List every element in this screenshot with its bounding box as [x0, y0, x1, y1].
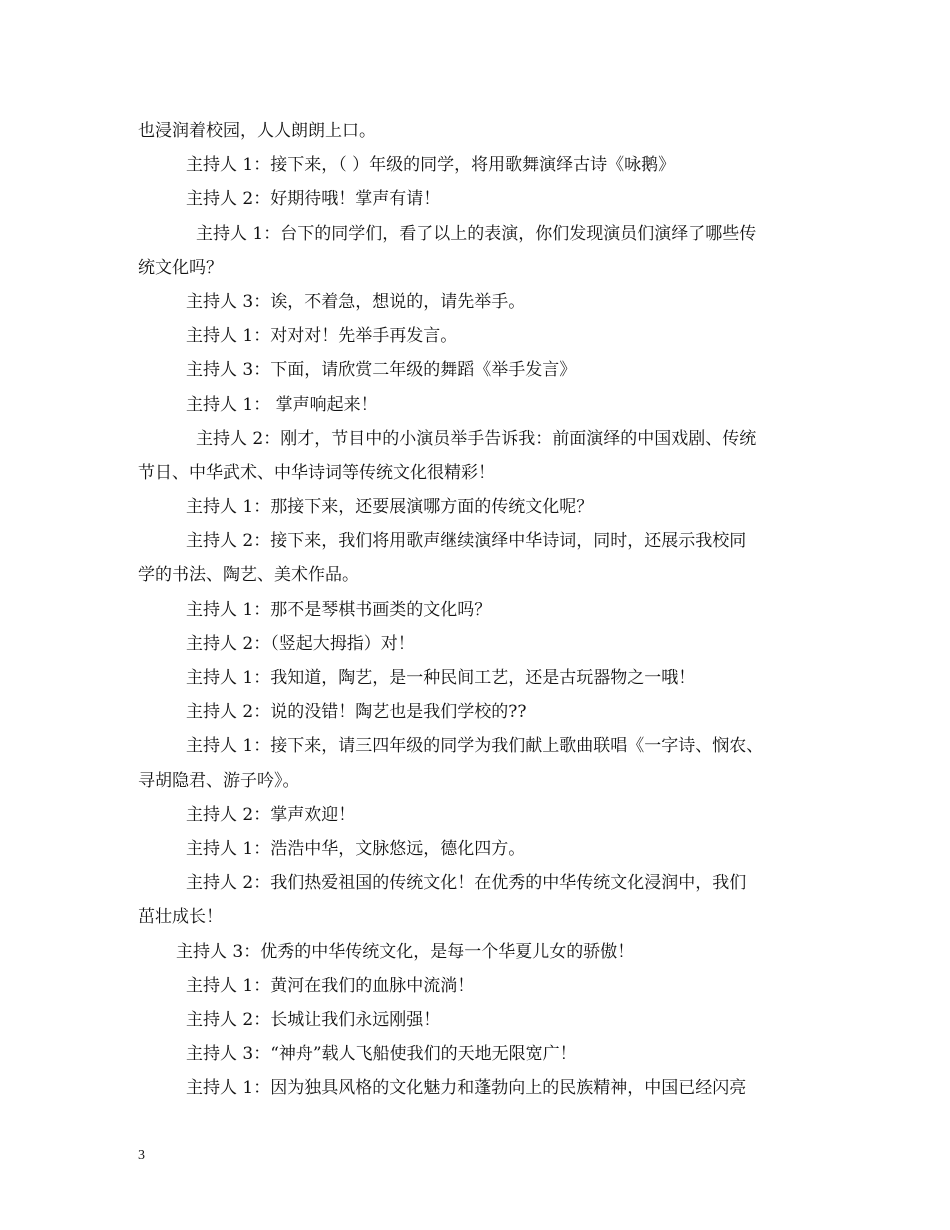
text-line: 主持人 1：因为独具风格的文化魅力和蓬勃向上的民族精神，中国已经闪亮 [186, 1078, 747, 1099]
text-line: 主持人 2：长城让我们永远刚强！ [186, 1009, 441, 1030]
text-line: 主持人 1：接下来，（ ）年级的同学，将用歌舞演绎古诗《咏鹅》 [186, 155, 676, 176]
document-body [138, 114, 818, 1105]
text-line: 主持人 3：诶，不着急，想说的，请先举手。 [186, 291, 526, 312]
text-line: 主持人 3：优秀的中华传统文化，是每一个华夏儿女的骄傲！ [176, 941, 635, 962]
text-line: 主持人 1：我知道，陶艺，是一种民间工艺，还是古玩器物之一哦！ [186, 668, 696, 688]
text-line: 统文化吗？ [138, 257, 223, 278]
text-line: 主持人 3：下面，请欣赏二年级的舞蹈《举手发言》 [186, 360, 577, 381]
text-line: 主持人 1：那接下来，还要展演哪方面的传统文化呢？ [186, 497, 594, 518]
text-line: 也浸润着校园，人人朗朗上口。 [138, 121, 376, 141]
text-line: 主持人 1：那不是琴棋书画类的文化吗？ [186, 599, 492, 620]
text-line: 主持人 2：说的没错！陶艺也是我们学校的?? [186, 702, 527, 723]
text-line: 主持人 1：对对对！先举手再发言。 [186, 326, 458, 347]
text-line: 主持人 2：（竖起大拇指）对！ [186, 633, 415, 654]
text-line: 寻胡隐君、游子吟》。 [138, 770, 300, 791]
text-line: 主持人 1：浩浩中华，文脉悠远，德化四方。 [186, 838, 526, 859]
text-line: 主持人 1：接下来，请三四年级的同学为我们献上歌曲联唱《一字诗、悯农、 [186, 736, 764, 757]
text-line: 主持人 1：黄河在我们的血脉中流淌！ [186, 975, 475, 996]
text-line: 节日、中华武术、中华诗词等传统文化很精彩！ [138, 462, 495, 483]
text-line: 主持人 2：好期待哦！掌声有请！ [186, 189, 441, 210]
page-number: 3 [138, 1148, 145, 1163]
text-line: 主持人 1：台下的同学们，看了以上的表演，你们发现演员们演绎了哪些传 [196, 223, 757, 244]
text-line: 主持人 2：掌声欢迎！ [186, 804, 356, 825]
text-line: 主持人 2：刚才，节目中的小演员举手告诉我：前面演绎的中国戏剧、传统 [196, 428, 757, 449]
text-line: 主持人 1： 掌声响起来！ [186, 394, 378, 415]
text-line: 主持人 2：我们热爱祖国的传统文化！在优秀的中华传统文化浸润中，我们 [186, 873, 747, 894]
text-line: 主持人 3：“神舟”载人飞船使我们的天地无限宽广！ [186, 1044, 577, 1065]
text-line: 主持人 2：接下来，我们将用歌声继续演绎中华诗词，同时，还展示我校同 [186, 531, 747, 552]
text-line: 学的书法、陶艺、美术作品。 [138, 565, 359, 586]
text-line: 茁壮成长！ [138, 907, 223, 928]
